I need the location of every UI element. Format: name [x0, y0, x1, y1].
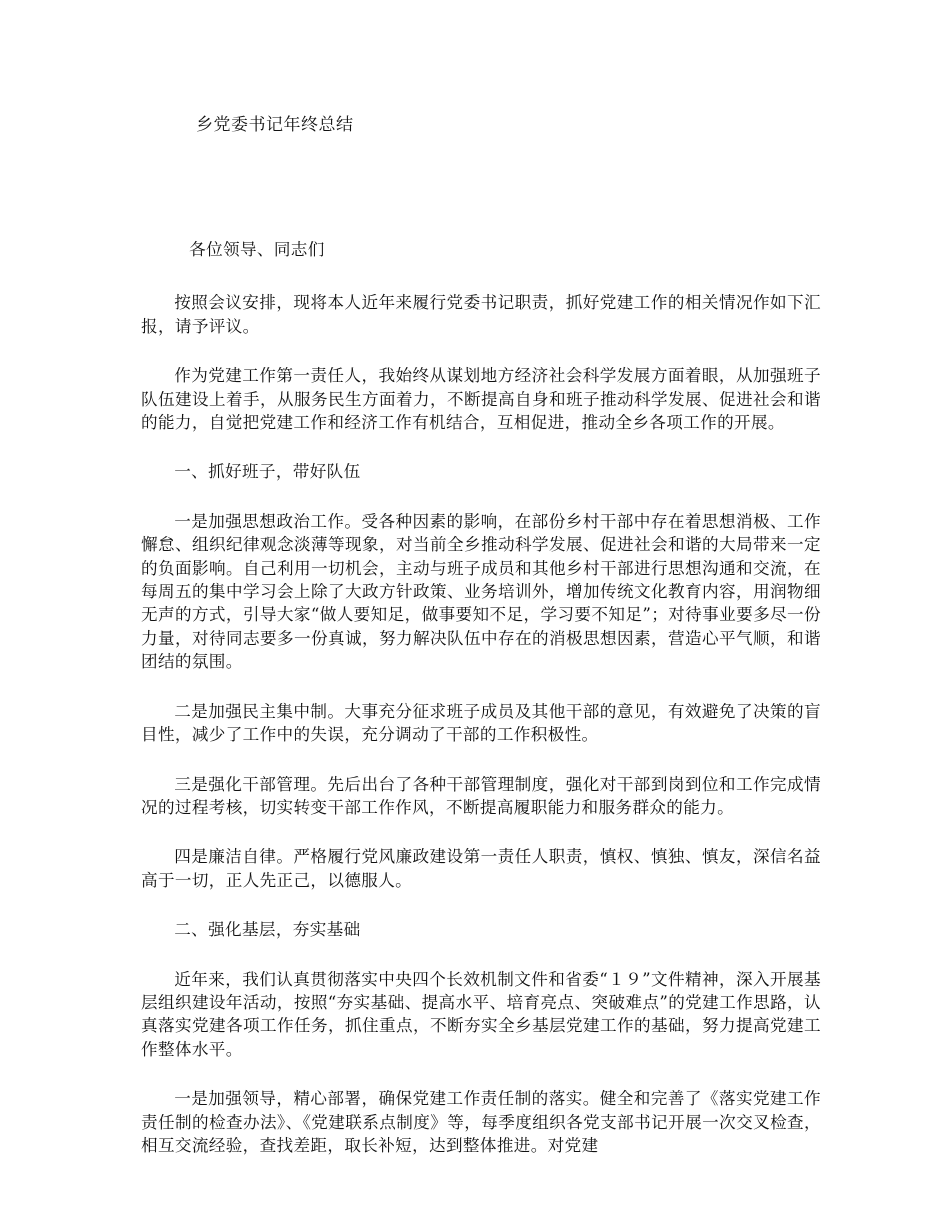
document-body [141, 238, 821, 1183]
paragraph-integrity: 四是廉洁自律。严格履行党风廉政建设第一责任人职责，慎权、慎独、慎友，深信名益高于一切，正人先正己，以德服人。 [141, 847, 821, 890]
paragraph-responsibility: 作为党建工作第一责任人，我始终从谋划地方经济社会科学发展方面着眼，从加强班子队伍建设上着手，从服务民生方面着力，不断提高自身和班子推动科学发展、促进社会和谐的能力，自觉把党建工作和经济工作有机结合，互相促进，推动全乡各项工作的开展。 [141, 366, 821, 433]
paragraph-leadership: 一是加强领导，精心部署，确保党建工作责任制的落实。健全和完善了《落实党建工作责任制的检查办法》、《党建联系点制度》等，每季度组织各党支部书记开展一次交叉检查，相互交流经验，查找差距，取长补短，达到整体推进。对党建 [141, 1089, 821, 1155]
paragraph-grassroots: 近年来，我们认真贯彻落实中央四个长效机制文件和省委“１９”文件精神，深入开展基层组织建设年活动，按照“夯实基础、提高水平、培育亮点、突破难点”的党建工作思路，认真落实党建各项工作任务，抓住重点，不断夯实全乡基层党建工作的基础，努力提高党建工作整体水平。 [141, 969, 821, 1059]
paragraph-intro: 按照会议安排，现将本人近年来履行党委书记职责，抓好党建工作的相关情况作如下汇报，请予评议。 [141, 293, 821, 336]
paragraph-democracy: 二是加强民主集中制。大事充分征求班子成员及其他干部的意见，有效避免了决策的盲目性，减少了工作中的失误，充分调动了干部的工作积极性。 [141, 701, 821, 745]
paragraph-cadre-management: 三是强化干部管理。先后出台了各种干部管理制度，强化对干部到岗到位和工作完成情况的过程考核，切实转变干部工作作风，不断提高履职能力和服务群众的能力。 [141, 774, 821, 817]
section-heading-2: 二、强化基层，夯实基础 [174, 920, 361, 940]
paragraph-ideology: 一是加强思想政治工作。受各种因素的影响，在部份乡村干部中存在着思想消极、工作懈怠、组织纪律观念淡薄等现象，对当前全乡推动科学发展、促进社会和谐的大局带来一定的负面影响。自己利用一切机会，主动与班子成员和其他乡村干部进行思想沟通和交流，在每周五的集中学习会上除了大政方针政策、业务培训外，增加传统文化教育内容，用润物细无声的方式，引导大家“做人要知足，做事要知不足，学习要不知足”；对待事业要多尽一份力量，对待同志要多一份真诚，努力解决队伍中存在的消极思想因素，营造心平气顺，和谐团结的氛围。 [141, 511, 821, 672]
greeting: 各位领导、同志们 [189, 240, 325, 259]
section-heading-1: 一、抓好班子，带好队伍 [174, 462, 361, 482]
document-title: 乡党委书记年终总结 [196, 115, 354, 135]
